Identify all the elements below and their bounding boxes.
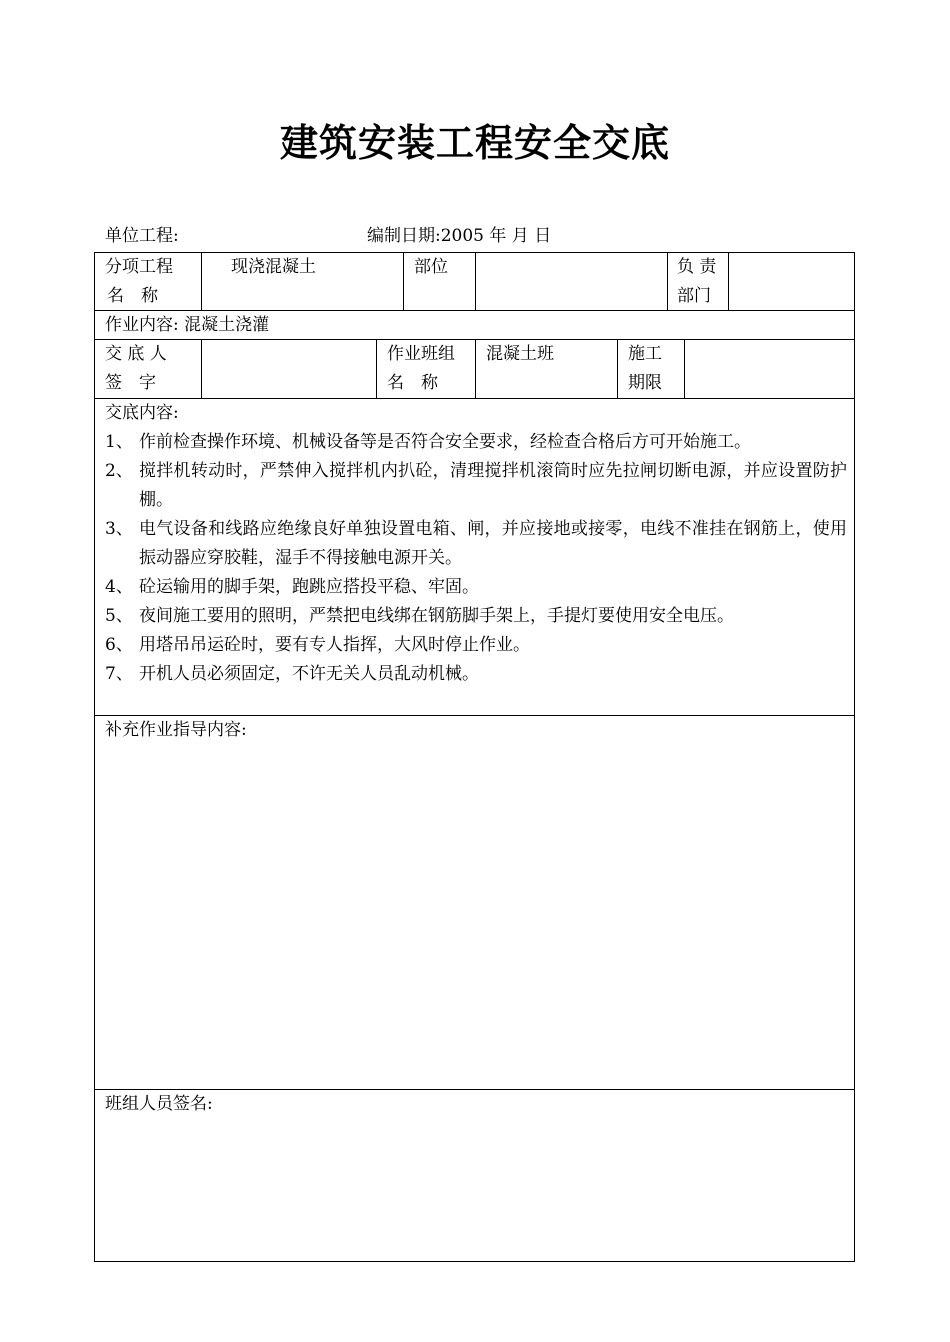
team-name-value: 混凝土班 [486, 344, 554, 364]
list-item: 4、 砼运输用的脚手架，跑跳应搭投平稳、牢固。 [105, 577, 479, 597]
column-divider [617, 339, 618, 398]
column-divider [684, 339, 685, 398]
work-content: 作业内容: 混凝土浇灌 [105, 315, 270, 335]
responsible-dept-label: 负 责 部门 [677, 257, 717, 306]
list-item: 2、 搅拌机转动时，严禁伸入搅拌机内扒砼，清理搅拌机滚筒时应先拉闸切断电源，并应设置防护棚。 [105, 461, 847, 510]
list-item: 7、 开机人员必须固定，不许无关人员乱动机械。 [105, 664, 479, 684]
list-item: 1、 作前检查操作环境、机械设备等是否符合安全要求，经检查合格后方可开始施工。 [105, 432, 751, 452]
column-divider [201, 252, 202, 310]
item-name-label: 分项工程 名 称 [105, 257, 173, 306]
column-divider [728, 252, 729, 310]
column-divider [201, 339, 202, 398]
unit-project-label: 单位工程: [105, 226, 179, 246]
list-item: 3、 电气设备和线路应绝缘良好单独设置电箱、闸，并应接地或接零，电线不准挂在钢筋上，使用振动器应穿胶鞋，湿手不得接触电源开关。 [105, 519, 847, 568]
supplement-label: 补充作业指导内容: [105, 720, 247, 740]
part-label: 部位 [414, 257, 448, 277]
column-divider [667, 252, 668, 310]
item-name-value: 现浇混凝土 [231, 257, 316, 277]
column-divider [475, 252, 476, 310]
team-name-label: 作业班组 名 称 [387, 344, 455, 393]
list-item: 5、 夜间施工要用的照明，严禁把电线绑在钢筋脚手架上，手提灯要使用安全电压。 [105, 606, 734, 626]
list-item: 6、 用塔吊吊运砼时，要有专人指挥，大风时停止作业。 [105, 635, 530, 655]
briefing-content [105, 399, 847, 689]
compile-date-label: 编制日期:2005 年 月 日 [367, 226, 552, 246]
document-title: 建筑安装工程安全交底 [279, 120, 670, 165]
column-divider [403, 252, 404, 310]
column-divider [376, 339, 377, 398]
construction-period-label: 施工 期限 [628, 344, 662, 393]
signer-label: 交 底 人 签 字 [105, 344, 167, 393]
column-divider [475, 339, 476, 398]
team-signatures-label: 班组人员签名: [105, 1094, 213, 1114]
briefing-label: 交底内容: [105, 403, 179, 423]
